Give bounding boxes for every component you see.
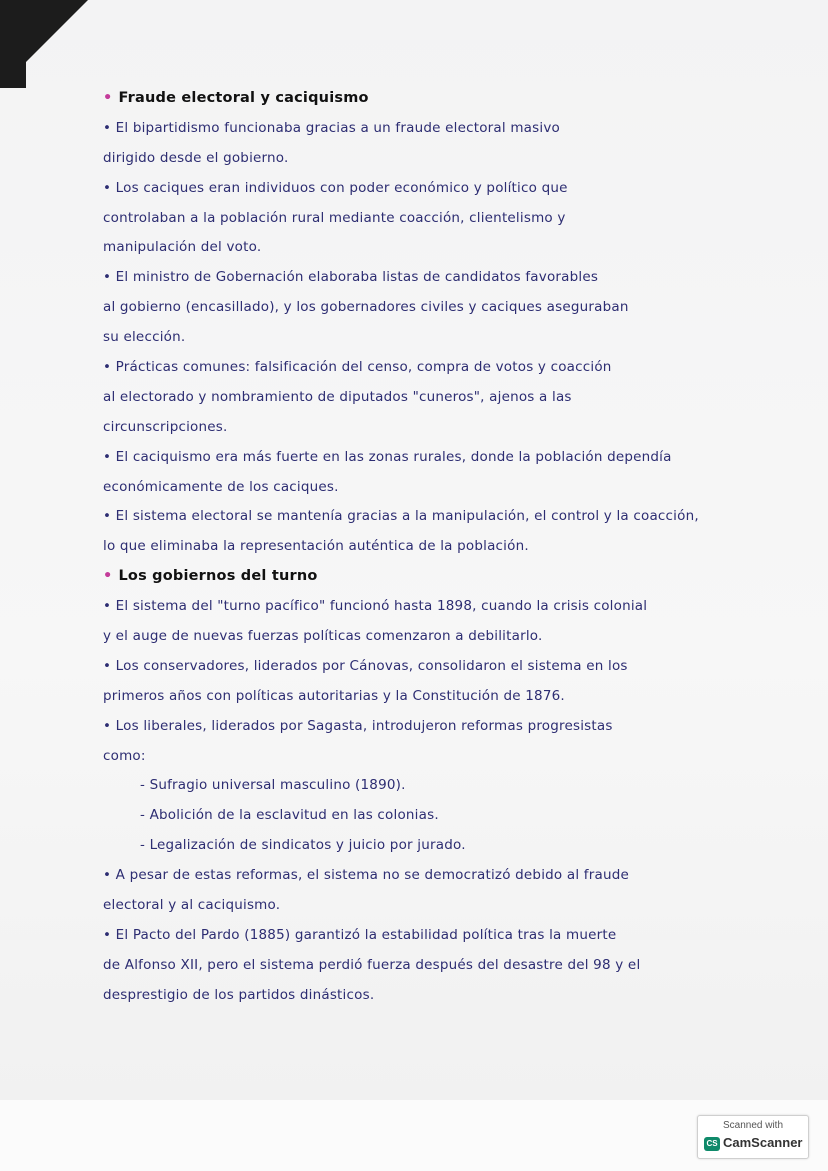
text-line: • El Pacto del Pardo (1885) garantizó la estabilidad política tras la muerte xyxy=(103,926,617,943)
text-line: • Los liberales, liderados por Sagasta, introdujeron reformas progresistas xyxy=(103,717,613,734)
text-line: manipulación del voto. xyxy=(103,239,262,256)
text-line: económicamente de los caciques. xyxy=(103,478,339,495)
text-line: • El caciquismo era más fuerte en las zonas rurales, donde la población dependía xyxy=(103,448,672,465)
text-line: • El bipartidismo funcionaba gracias a un fraude electoral masivo xyxy=(103,119,560,136)
sub-list-item: - Abolición de la esclavitud en las colonias. xyxy=(140,807,439,824)
text-line: electoral y al caciquismo. xyxy=(103,897,281,914)
bullet-icon: • xyxy=(103,568,113,585)
scanned-with-label: Scanned with xyxy=(722,1120,784,1131)
scan-shadow-corner xyxy=(0,0,88,88)
section-heading xyxy=(103,84,763,114)
text-line: de Alfonso XII, pero el sistema perdió fuerza después del desastre del 98 y el xyxy=(103,956,641,973)
text-line: • El sistema electoral se mantenía gracias a la manipulación, el control y la coacción, xyxy=(103,508,699,525)
text-line: • Los conservadores, liderados por Cánovas, consolidaron el sistema en los xyxy=(103,657,628,674)
text-line: al gobierno (encasillado), y los gobernadores civiles y caciques aseguraban xyxy=(103,299,629,316)
heading-text: Los gobiernos del turno xyxy=(118,568,318,585)
text-line: al electorado y nombramiento de diputados "cuneros", ajenos a las xyxy=(103,388,572,405)
heading-text: Fraude electoral y caciquismo xyxy=(118,90,369,106)
text-line: • Los caciques eran individuos con poder económico y político que xyxy=(103,179,568,196)
handwritten-notes xyxy=(103,84,763,1011)
text-line: primeros años con políticas autoritarias y la Constitución de 1876. xyxy=(103,687,565,704)
camscanner-brand: CamScanner xyxy=(723,1135,803,1150)
camscanner-logo-icon: CS xyxy=(704,1137,720,1151)
text-line: lo que eliminaba la representación auténtica de la población. xyxy=(103,538,529,555)
section-heading xyxy=(103,562,763,592)
text-line: su elección. xyxy=(103,329,186,346)
text-line: • Prácticas comunes: falsificación del censo, compra de votos y coacción xyxy=(103,359,612,376)
text-line: • El ministro de Gobernación elaboraba listas de candidatos favorables xyxy=(103,269,599,286)
text-line: y el auge de nuevas fuerzas políticas comenzaron a debilitarlo. xyxy=(103,628,543,645)
text-line: • El sistema del "turno pacífico" funcionó hasta 1898, cuando la crisis colonial xyxy=(103,598,648,615)
camscanner-watermark xyxy=(697,1115,809,1159)
sub-list-item: - Legalización de sindicatos y juicio por jurado. xyxy=(140,837,466,854)
sub-list-item: - Sufragio universal masculino (1890). xyxy=(140,777,406,794)
text-line: circunscripciones. xyxy=(103,418,228,435)
bullet-icon: • xyxy=(103,90,113,106)
text-line: • A pesar de estas reformas, el sistema no se democratizó debido al fraude xyxy=(103,867,629,884)
text-line: desprestigio de los partidos dinásticos. xyxy=(103,986,375,1003)
text-line: controlaban a la población rural mediante coacción, clientelismo y xyxy=(103,209,566,226)
text-line: dirigido desde el gobierno. xyxy=(103,149,289,166)
text-line: como: xyxy=(103,747,146,764)
